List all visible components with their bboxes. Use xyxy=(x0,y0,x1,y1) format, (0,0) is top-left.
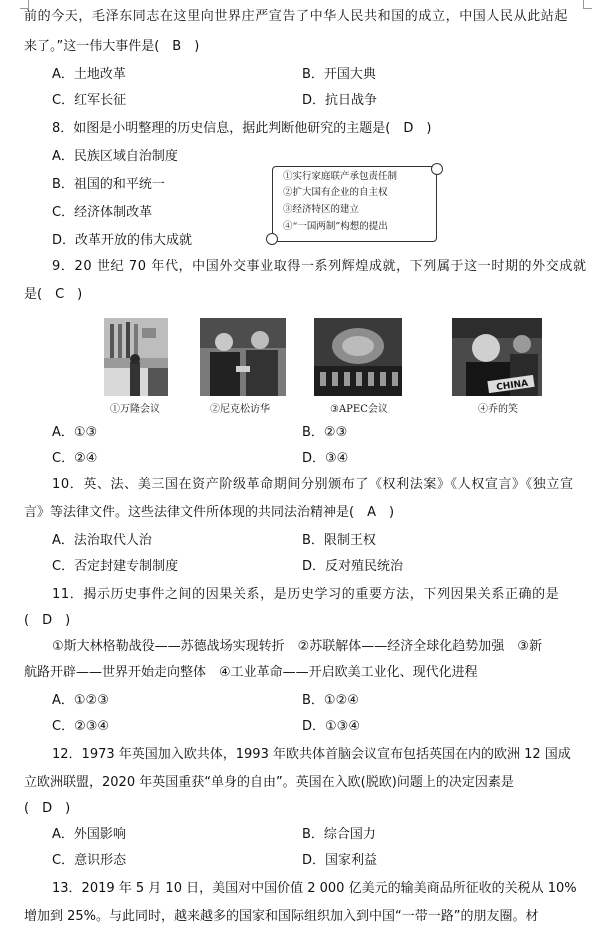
q9-option-a: A．①③ xyxy=(52,425,98,440)
q8-option-a: A．民族区域自治制度 xyxy=(52,149,178,164)
photo-apec-meeting xyxy=(314,318,402,396)
q9-option-c: C．②④ xyxy=(52,451,98,466)
corner-mark-top-right xyxy=(583,0,592,9)
q7-option-a: A．土地改革 xyxy=(52,67,126,82)
caption-photo-2: ②尼克松访华 xyxy=(210,404,270,415)
q9-option-b: B．②③ xyxy=(302,425,348,440)
q10-option-b: B．限制王权 xyxy=(302,533,376,548)
q7-option-b: B．开国大典 xyxy=(302,67,376,82)
q8-option-d: D．改革开放的伟大成就 xyxy=(52,233,193,248)
caption-photo-1: ①万隆会议 xyxy=(110,404,160,415)
q10-option-a: A．法治取代人治 xyxy=(52,533,152,548)
q13-question-line-2: 增加到 25%。与此同时，越来越多的国家和国际组织加入到中国“一带一路”的朋友圈。材 xyxy=(24,909,539,924)
photo-nixon-visit xyxy=(200,318,286,396)
q7-option-d: D．抗日战争 xyxy=(302,93,378,108)
scroll-item-3: ③经济特区的建立 xyxy=(283,204,360,215)
q12-option-a: A．外国影响 xyxy=(52,827,126,842)
q12-question-line-2: 立欧洲联盟，2020 年英国重获“单身的自由”。英国在入欧(脱欧)问题上的决定因素是 xyxy=(24,775,514,790)
q12-option-c: C．意识形态 xyxy=(52,853,127,868)
q9-option-d: D．③④ xyxy=(302,451,349,466)
q10-option-d: D．反对殖民统治 xyxy=(302,559,404,574)
q12-question-line-3: ( D ) xyxy=(24,801,71,816)
q9-question-line-2: 是( C ) xyxy=(24,287,83,302)
q8-question: 8．如图是小明整理的历史信息，据此判断他研究的主题是( D ) xyxy=(52,121,432,136)
q8-option-c: C．经济体制改革 xyxy=(52,205,153,220)
q11-option-d: D．①③④ xyxy=(302,719,360,734)
caption-photo-4: ④乔的笑 xyxy=(478,404,518,415)
q9-sign-text: CHINA xyxy=(495,378,529,394)
scroll-roll-bottom xyxy=(266,233,278,245)
q7-text-line-2: 来了。”这一伟大事件是( B ) xyxy=(24,39,200,54)
q8-option-b: B．祖国的和平统一 xyxy=(52,177,165,192)
photo-bandung-conference xyxy=(104,318,168,396)
caption-photo-3: ③APEC会议 xyxy=(330,404,388,415)
q11-question-line-1: 11．揭示历史事件之间的因果关系，是历史学习的重要方法，下列因果关系正确的是 xyxy=(52,587,560,602)
q11-option-c: C．②③④ xyxy=(52,719,110,734)
q11-option-a: A．①②③ xyxy=(52,693,109,708)
q13-question-line-1: 13．2019 年 5 月 10 日，美国对中国价值 2 000 亿美元的输美商品所征收的关税从 10% xyxy=(52,881,577,896)
q10-option-c: C．否定封建专制制度 xyxy=(52,559,179,574)
q12-option-d: D．国家利益 xyxy=(302,853,378,868)
q12-option-b: B．综合国力 xyxy=(302,827,376,842)
q10-question-line-1: 10．英、法、美三国在资产阶级革命期间分别颁布了《权利法案》《人权宣言》《独立宣 xyxy=(52,477,574,492)
q9-question-line-1: 9．20 世纪 70 年代，中国外交事业取得一系列辉煌成就，下列属于这一时期的外交成就 xyxy=(52,259,587,274)
q11-statements-line-1: ①斯大林格勒战役——苏德战场实现转折 ②苏联解体——经济全球化趋势加强 ③新 xyxy=(52,639,542,654)
q7-option-c: C．红军长征 xyxy=(52,93,127,108)
photo-qiao-laugh xyxy=(452,318,542,396)
q11-statements-line-2: 航路开辟——世界开始走向整体 ④工业革命——开启欧美工业化、现代化进程 xyxy=(24,665,478,680)
scroll-item-1: ①实行家庭联产承包责任制 xyxy=(283,171,398,182)
q10-question-line-2: 言》等法律文件。这些法律文件所体现的共同法治精神是( A ) xyxy=(24,505,395,520)
q8-scroll-figure xyxy=(272,166,437,242)
q7-text-line-1: 前的今天，毛泽东同志在这里向世界庄严宣告了中华人民共和国的成立，中国人民从此站起 xyxy=(24,9,569,24)
q11-option-b: B．①②④ xyxy=(302,693,359,708)
scroll-item-4: ④“一国两制”构想的提出 xyxy=(283,221,388,232)
q11-question-line-2: ( D ) xyxy=(24,613,71,628)
q12-question-line-1: 12．1973 年英国加入欧共体，1993 年欧共体首脑会议宣布包括英国在内的欧洲 12 国成 xyxy=(52,747,571,762)
scroll-roll-top xyxy=(431,163,443,175)
scroll-item-2: ②扩大国有企业的自主权 xyxy=(283,187,388,198)
